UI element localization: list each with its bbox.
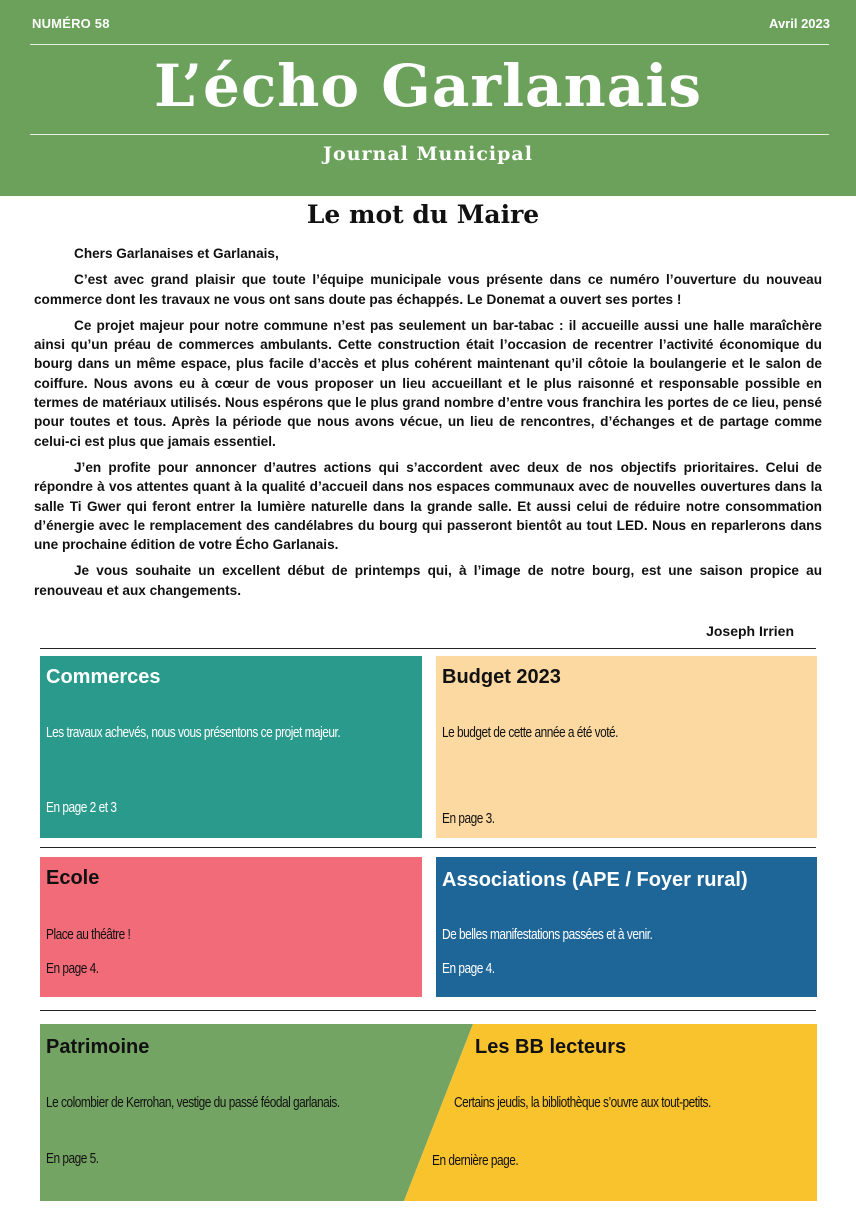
article-paragraph: Je vous souhaite un excellent début de printemps qui, à l’image de notre bourg, est une saison propice au renouveau et aux changements. — [34, 563, 822, 598]
section-page-ref: En dernière page. — [432, 1153, 519, 1169]
section-summary: Le budget de cette année a été voté. — [442, 725, 618, 741]
section-title: Associations (APE / Foyer rural) — [442, 869, 748, 891]
section-summary: Le colombier de Kerrohan, vestige du passé féodal garlanais. — [46, 1095, 340, 1111]
section-summary: Place au théâtre ! — [46, 927, 131, 943]
issue-number: NUMÉRO 58 — [32, 16, 110, 31]
article-signature: Joseph Irrien — [706, 623, 794, 639]
section-title: Budget 2023 — [442, 666, 561, 688]
article-paragraph: Ce projet majeur pour notre commune n’est pas seulement un bar-tabac : il accueille aussi une halle maraîchère ainsi qu’un préau de commerces ambulants. Cette construction était l’occasion de recentrer l’activité économique du bourg dans un même espace, plus facile d’accès et plus cohérent maintenant qu’il côtoie la boulangerie et le salon de coiffure. Nous avons eu à cœur de vous proposer un lieu accueillant et le plus raisonné et responsable possible en termes de matériaux utilisés. Nous espérons que le plus grand nombre d’entre vous franchira les portes de ce lieu, pensé pour toutes et tous. Après la période que nous avons vécue, un lieu de rencontres, d’échanges et de partage comme celui-ci est plus que jamais essentiel. — [34, 317, 822, 449]
section-divider — [40, 648, 816, 649]
section-summary: De belles manifestations passées et à venir. — [442, 927, 653, 943]
section-title: Commerces — [46, 666, 161, 688]
section-title: Les BB lecteurs — [475, 1036, 627, 1058]
section-bb-lecteurs[interactable] — [420, 1024, 817, 1201]
section-ecole[interactable] — [40, 857, 422, 997]
section-summary: Les travaux achevés, nous vous présentons ce projet majeur. — [46, 725, 341, 741]
article-paragraph: C’est avec grand plaisir que toute l’équipe municipale vous présente dans ce numéro l’ouverture du nouveau commerce dont les travaux ne vous ont sans doute pas échappés. Le Donemat a ouvert ses portes ! — [34, 272, 822, 307]
section-page-ref: En page 2 et 3 — [46, 800, 117, 816]
masthead-banner — [0, 0, 856, 196]
mayor-article — [34, 244, 822, 607]
section-page-ref: En page 4. — [442, 961, 495, 977]
section-page-ref: En page 5. — [46, 1151, 99, 1167]
section-summary: Certains jeudis, la bibliothèque s’ouvre aux tout-petits. — [454, 1095, 711, 1111]
header-rule-bottom — [30, 134, 829, 135]
section-divider — [40, 1010, 816, 1011]
header-rule-top — [30, 44, 829, 45]
section-page-ref: En page 4. — [46, 961, 99, 977]
section-divider — [40, 847, 816, 848]
article-greeting: Chers Garlanaises et Garlanais, — [74, 246, 279, 261]
newspaper-subtitle: Journal Municipal — [323, 143, 533, 165]
section-budget[interactable] — [436, 656, 817, 838]
section-title: Ecole — [46, 867, 100, 889]
section-page-ref: En page 3. — [442, 811, 495, 827]
section-associations[interactable] — [436, 857, 817, 997]
section-patrimoine[interactable] — [40, 1024, 440, 1201]
section-title: Patrimoine — [46, 1036, 150, 1058]
article-paragraph: J’en profite pour annoncer d’autres actions qui s’accordent avec deux de nos objectifs prioritaires. Celui de répondre à vos attentes quant à la qualité d’accueil dans nos espaces communaux avec de nouvelles ouvertures dans la salle Ti Gwer qui feront entrer la lumière naturelle dans la grande salle. Et aussi celui de réduire notre consommation d’énergie avec le remplacement des candélabres du bourg qui passeront bientôt au tout LED. Nous en reparlerons dans une prochaine édition de votre Écho Garlanais. — [34, 459, 822, 553]
section-commerces[interactable] — [40, 656, 422, 838]
article-title: Le mot du Maire — [306, 200, 540, 229]
newspaper-title: L’écho Garlanais — [153, 52, 703, 120]
issue-date: Avril 2023 — [769, 16, 830, 31]
